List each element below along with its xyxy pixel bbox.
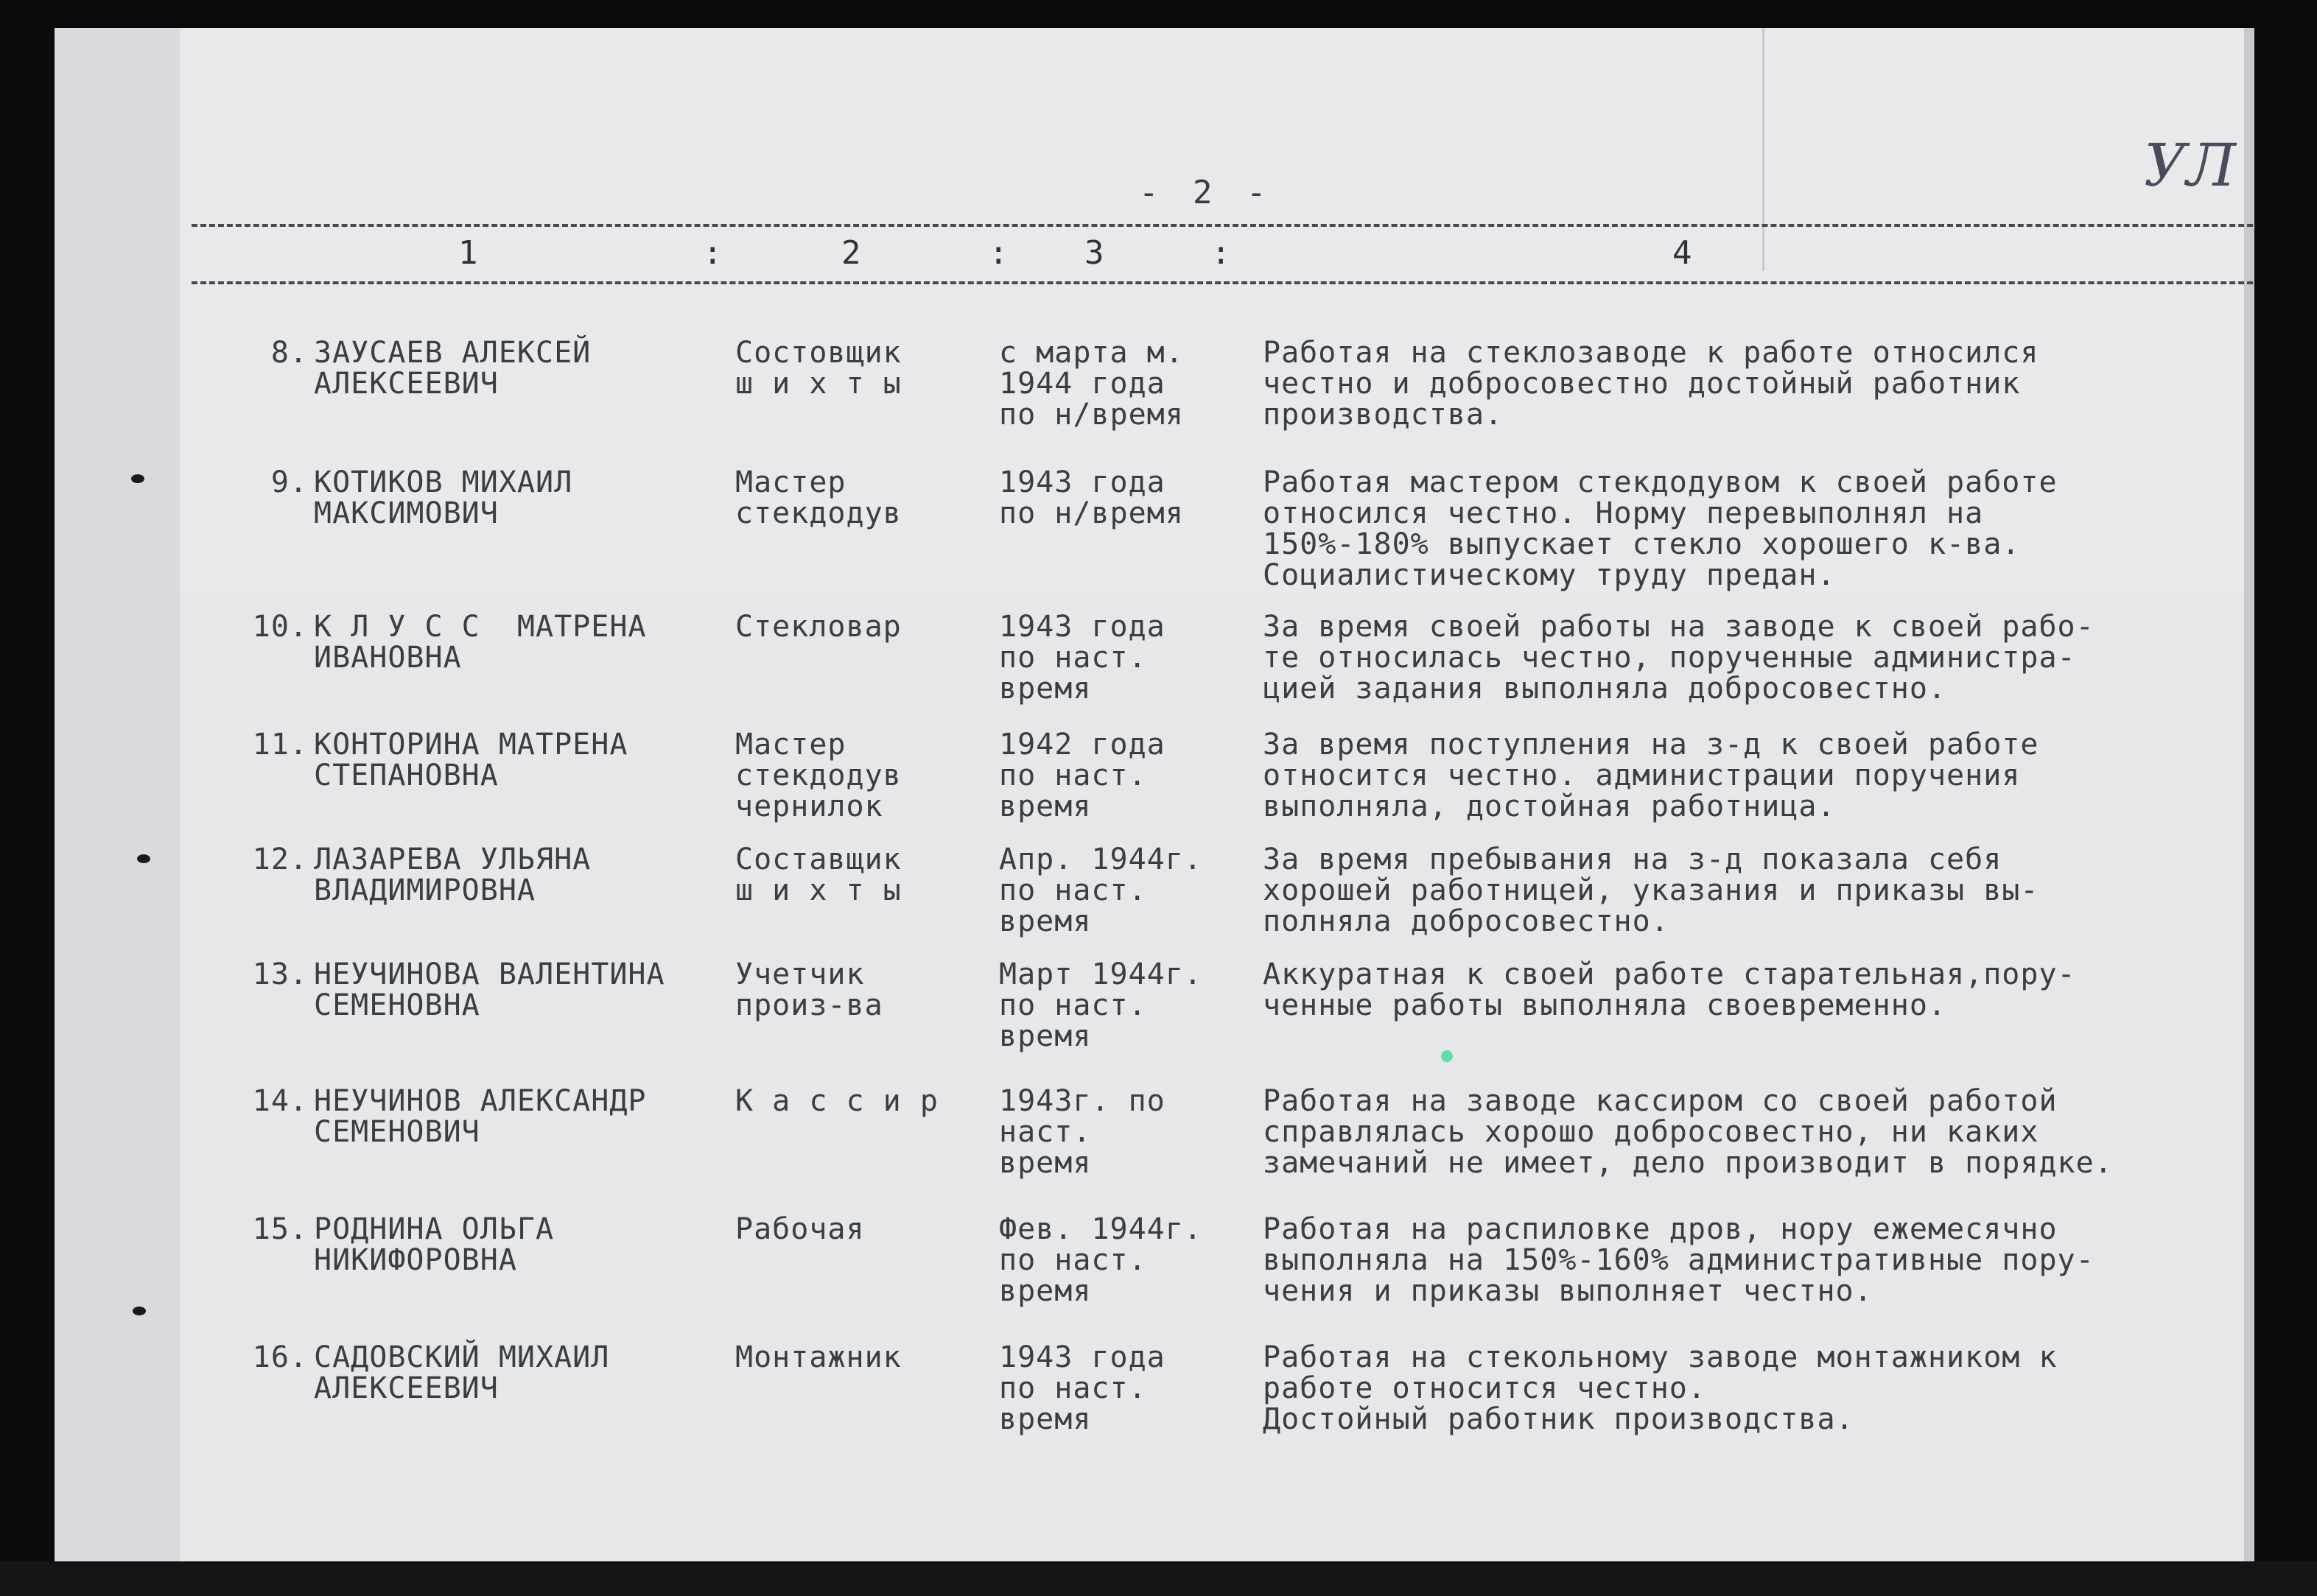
page-underlay-edge	[55, 28, 180, 1561]
column-header-1: 1	[458, 234, 478, 272]
row-number: 8.	[270, 336, 308, 370]
employee-characteristic: Работая на стеклозаводе к работе относился честно и добросовестно достойный работник производства.	[1263, 336, 2039, 432]
employee-name: КОТИКОВ МИХАИЛ МАКСИМОВИЧ	[314, 465, 573, 530]
column-header-2: 2	[841, 234, 861, 272]
employment-period: 1943 года по н/время	[999, 465, 1184, 530]
employment-period: 1943г. по наст. время	[999, 1084, 1165, 1180]
employee-name: НЕУЧИНОВА ВАЛЕНТИНА СЕМЕНОВНА	[314, 957, 665, 1022]
table-top-rule	[192, 224, 2254, 227]
binding-hole-mark	[131, 474, 144, 483]
row-number: 11.	[252, 728, 308, 762]
employee-characteristic: Работая на стекольному заводе монтажником к работе относится честно. Достойный работник производства.	[1263, 1340, 2058, 1436]
row-number: 10.	[252, 610, 308, 644]
employment-period: Апр. 1944г. по наст. время	[999, 843, 1202, 938]
column-header-4: 4	[1672, 234, 1692, 272]
employment-period: Март 1944г. по наст. время	[999, 957, 1202, 1053]
scan-artifact-dot	[1441, 1050, 1453, 1062]
column-separator: :	[1211, 234, 1231, 272]
table-header-rule	[192, 281, 2254, 284]
employee-position: Мастер стекдодув	[735, 465, 902, 530]
paper-fold	[1762, 28, 1764, 271]
employee-name: К Л У С С МАТРЕНА ИВАНОВНА	[314, 610, 647, 675]
employee-characteristic: Работая на заводе кассиром со своей работой справлялась хорошо добросовестно, ни каких замечаний не имеет, дело производит в порядке.	[1263, 1084, 2113, 1180]
page-number: - 2 -	[1139, 174, 1274, 211]
employment-period: 1943 года по наст. время	[999, 610, 1165, 706]
employment-period: с марта м. 1944 года по н/время	[999, 336, 1184, 432]
employee-characteristic: За время пребывания на з-д показала себя хорошей работницей, указания и приказы вы- полняла добросовестно.	[1263, 843, 2039, 938]
employee-position: Монтажник	[735, 1340, 902, 1374]
employee-position: Составщик ш и х т ы	[735, 843, 902, 907]
employee-name: КОНТОРИНА МАТРЕНА СТЕПАНОВНА	[314, 728, 628, 792]
row-number: 15.	[252, 1212, 308, 1246]
column-separator: :	[703, 234, 723, 272]
handwritten-signature: УЛ	[2144, 131, 2236, 200]
employee-characteristic: За время своей работы на заводе к своей рабо- те относилась честно, порученные администра- цией задания выполняла добросовестно.	[1263, 610, 2095, 706]
employee-name: НЕУЧИНОВ АЛЕКСАНДР СЕМЕНОВИЧ	[314, 1084, 647, 1149]
employee-name: ЗАУСАЕВ АЛЕКСЕЙ АЛЕКСЕЕВИЧ	[314, 336, 592, 401]
employment-period: 1943 года по наст. время	[999, 1340, 1165, 1436]
employment-period: Фев. 1944г. по наст. время	[999, 1212, 1202, 1308]
employee-position: Состовщик ш и х т ы	[735, 336, 902, 401]
employee-position: Мастер стекдодув чернилок	[735, 728, 902, 823]
employee-name: САДОВСКИЙ МИХАИЛ АЛЕКСЕЕВИЧ	[314, 1340, 610, 1405]
column-separator: :	[989, 234, 1009, 272]
binding-hole-mark	[133, 1307, 146, 1315]
row-number: 13.	[252, 957, 308, 991]
employee-position: Учетчик произ-ва	[735, 957, 883, 1022]
employee-characteristic: За время поступления на з-д к своей работе относится честно. администрации поручения выполняла, достойная работница.	[1263, 728, 2039, 823]
employee-name: РОДНИНА ОЛЬГА НИКИФОРОВНА	[314, 1212, 555, 1277]
employment-period: 1942 года по наст. время	[999, 728, 1165, 823]
row-number: 12.	[252, 843, 308, 876]
employee-characteristic: Работая на распиловке дров, нору ежемесячно выполняла на 150%-160% административные пору- чения и приказы выполняет честно.	[1263, 1212, 2095, 1308]
row-number: 16.	[252, 1340, 308, 1374]
column-header-3: 3	[1084, 234, 1104, 272]
document-page	[55, 28, 2254, 1561]
row-number: 14.	[252, 1084, 308, 1118]
binding-hole-mark	[137, 854, 150, 863]
employee-characteristic: Работая мастером стекдодувом к своей работе относился честно. Норму перевыполнял на 150%-180% выпускает стекло хорошего к-ва. Социалистическому труду предан.	[1263, 465, 2058, 592]
employee-name: ЛАЗАРЕВА УЛЬЯНА ВЛАДИМИРОВНА	[314, 843, 592, 907]
employee-position: Стекловар	[735, 610, 902, 644]
scanner-background	[0, 1561, 2317, 1596]
employee-position: Рабочая	[735, 1212, 865, 1246]
employee-characteristic: Аккуратная к своей работе старательная,пору- ченные работы выполняла своевременно.	[1263, 957, 2076, 1022]
employee-position: К а с с и р	[735, 1084, 939, 1118]
row-number: 9.	[270, 465, 308, 499]
